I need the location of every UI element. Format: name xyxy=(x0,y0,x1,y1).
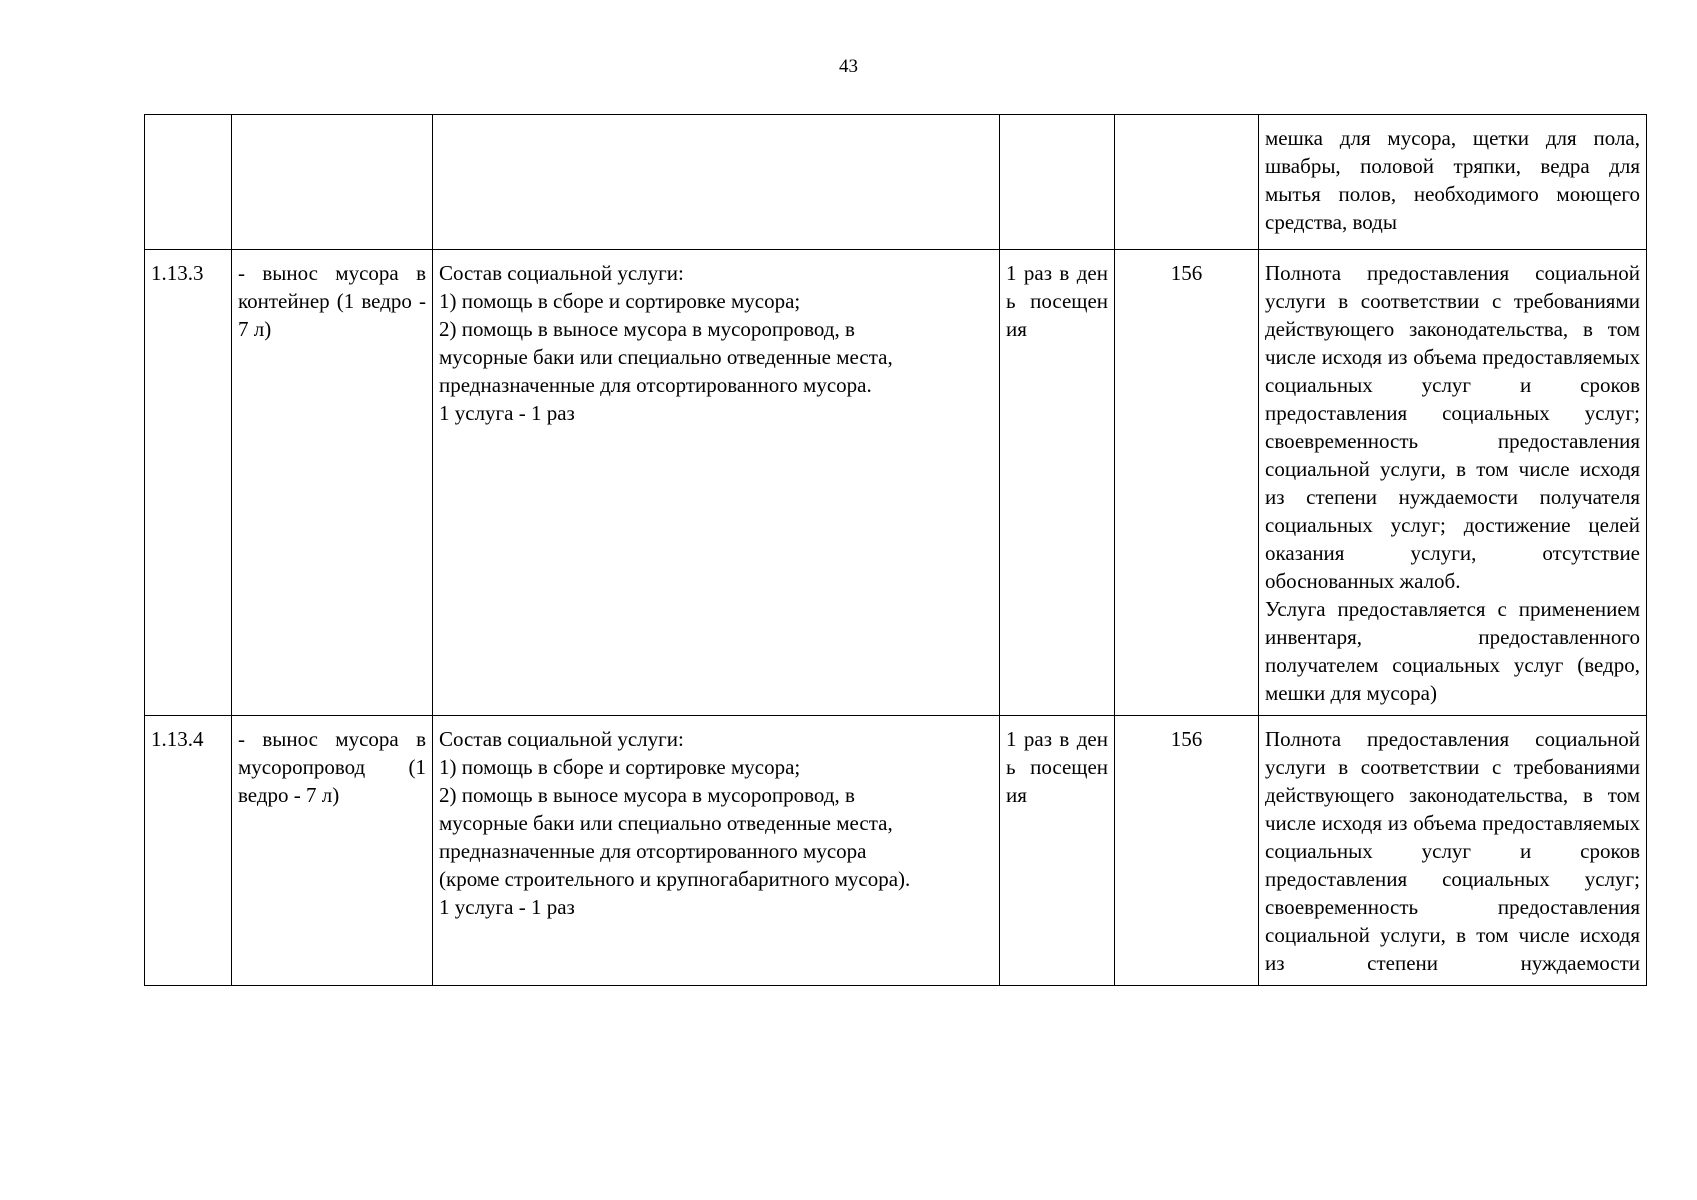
table-row xyxy=(145,716,1647,986)
cell-quality xyxy=(1259,250,1647,716)
cell-frequency-empty xyxy=(1000,115,1115,250)
quality-text: мешка для мусора, щетки для пола, швабры, половой тряпки, ведра для мытья полов, необходимого моющего средства, воды xyxy=(1265,126,1640,234)
quality-paragraph: Услуга предоставляется с применением инвентаря, предоставленного получателем социальных услуг (ведро, мешки для мусора) xyxy=(1265,597,1640,705)
cell-price: 156 xyxy=(1115,250,1259,716)
cell-name-empty xyxy=(232,115,433,250)
quality-paragraph: Полнота предоставления социальной услуги в соответствии с требованиями действующего законодательства, в том числе исходя из объема предоставляемых социальных услуг и сроков предоставления социальных услуг; своевременность предоставления социальной услуги, в том числе исходя из степени нуждаемости получателя социальных услуг; достижение целей оказания услуги, отсутствие обоснованных жалоб. xyxy=(1265,261,1640,593)
cell-number: 1.13.3 xyxy=(145,250,232,716)
page-number: 43 xyxy=(839,56,858,77)
description-line: (кроме строительного и крупногабаритного мусора). xyxy=(439,867,911,891)
cell-number: 1.13.4 xyxy=(145,716,232,986)
cell-price-empty xyxy=(1115,115,1259,250)
description-line: Состав социальной услуги: xyxy=(439,727,684,751)
cell-frequency: 1 раз в день посещения xyxy=(1000,716,1115,986)
cell-price: 156 xyxy=(1115,716,1259,986)
table-row xyxy=(145,250,1647,716)
quality-paragraph: Полнота предоставления социальной услуги в соответствии с требованиями действующего законодательства, в том числе исходя из объема предоставляемых социальных услуг и сроков предоставления социальных услуг; своевременность предоставления социальной услуги, в том числе исходя из степени нуждаемости xyxy=(1265,727,1640,975)
description-line: 1 услуга - 1 раз xyxy=(439,895,575,919)
table-row-continuation xyxy=(145,115,1647,250)
cell-number-empty xyxy=(145,115,232,250)
services-table xyxy=(144,114,1647,986)
description-line: 1) помощь в сборе и сортировке мусора; xyxy=(439,755,801,779)
description-line: 2) помощь в выносе мусора в мусоропровод, в xyxy=(439,317,855,341)
description-line: 1) помощь в сборе и сортировке мусора; xyxy=(439,289,801,313)
cell-description xyxy=(433,250,1000,716)
description-line: 1 услуга - 1 раз xyxy=(439,401,575,425)
cell-quality xyxy=(1259,716,1647,986)
description-line: Состав социальной услуги: xyxy=(439,261,684,285)
description-line: предназначенные для отсортированного мусора xyxy=(439,839,867,863)
cell-description-empty xyxy=(433,115,1000,250)
description-line: предназначенные для отсортированного мусора. xyxy=(439,373,872,397)
description-line: 2) помощь в выносе мусора в мусоропровод, в xyxy=(439,783,855,807)
description-line: мусорные баки или специально отведенные места, xyxy=(439,811,893,835)
cell-frequency: 1 раз в день посещения xyxy=(1000,250,1115,716)
description-line: мусорные баки или специально отведенные места, xyxy=(439,345,893,369)
cell-service-name: - вынос мусора в мусоропровод (1 ведро - 7 л) xyxy=(232,716,433,986)
cell-service-name: - вынос мусора в контейнер (1 ведро - 7 л) xyxy=(232,250,433,716)
cell-quality-continuation xyxy=(1259,115,1647,250)
cell-description xyxy=(433,716,1000,986)
